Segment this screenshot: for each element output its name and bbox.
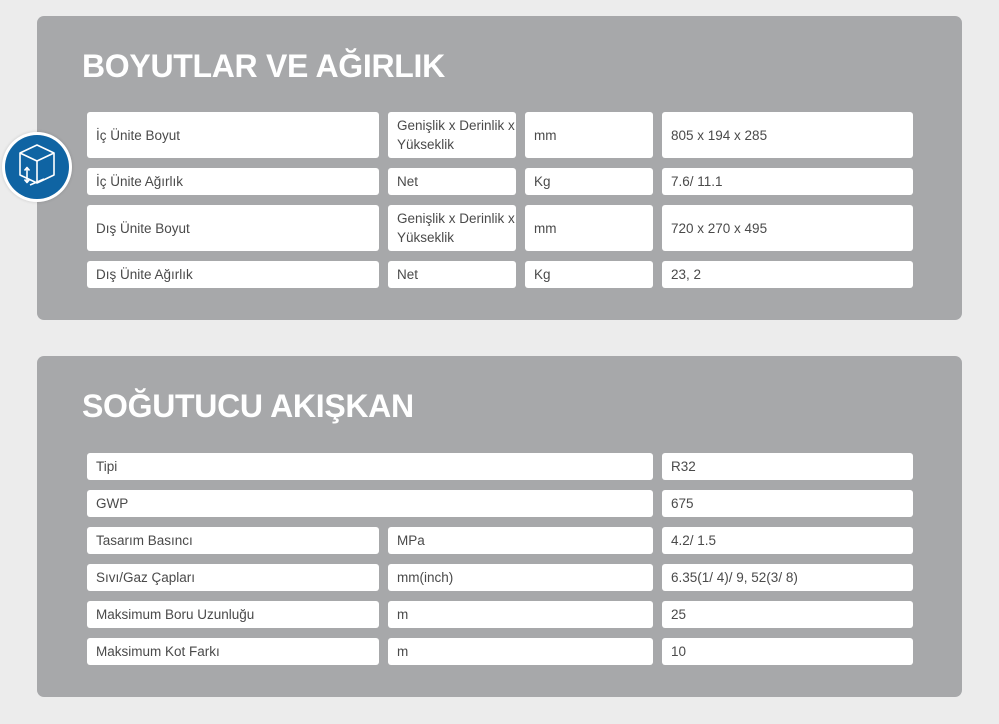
- dimensions-row-unit: mm: [525, 205, 653, 251]
- dimensions-row-spec: Genişlik x Derinlik x Yükseklik: [388, 205, 516, 251]
- refrigerant-row-label: Tasarım Basıncı: [87, 527, 379, 554]
- refrigerant-row-value: 675: [662, 490, 913, 517]
- refrigerant-row-value: 25: [662, 601, 913, 628]
- refrigerant-row-label: Tipi: [87, 453, 653, 480]
- refrigerant-title: SOĞUTUCU AKIŞKAN: [82, 388, 414, 424]
- dimensions-row-spec: Net: [388, 261, 516, 288]
- refrigerant-row-label: GWP: [87, 490, 653, 517]
- dimensions-badge: [2, 132, 72, 202]
- dimensions-row-value: 805 x 194 x 285: [662, 112, 913, 158]
- dimensions-row-label: İç Ünite Ağırlık: [87, 168, 379, 195]
- refrigerant-row-value: 10: [662, 638, 913, 665]
- refrigerant-row-label: Maksimum Kot Farkı: [87, 638, 379, 665]
- refrigerant-row-unit: m: [388, 638, 653, 665]
- cube-dimensions-icon: [5, 135, 69, 199]
- dimensions-row-unit: mm: [525, 112, 653, 158]
- dimensions-row-unit: Kg: [525, 261, 653, 288]
- refrigerant-row-unit: mm(inch): [388, 564, 653, 591]
- dimensions-title: BOYUTLAR VE AĞIRLIK: [82, 48, 445, 84]
- dimensions-row-unit: Kg: [525, 168, 653, 195]
- refrigerant-panel: [37, 356, 962, 697]
- dimensions-panel: [37, 16, 962, 320]
- refrigerant-row-unit: MPa: [388, 527, 653, 554]
- refrigerant-row-value: R32: [662, 453, 913, 480]
- dimensions-row-spec: Genişlik x Derinlik x Yükseklik: [388, 112, 516, 158]
- dimensions-row-label: Dış Ünite Ağırlık: [87, 261, 379, 288]
- refrigerant-row-label: Maksimum Boru Uzunluğu: [87, 601, 379, 628]
- refrigerant-row-label: Sıvı/Gaz Çapları: [87, 564, 379, 591]
- refrigerant-row-value: 6.35(1/ 4)/ 9, 52(3/ 8): [662, 564, 913, 591]
- dimensions-row-value: 720 x 270 x 495: [662, 205, 913, 251]
- refrigerant-row-unit: m: [388, 601, 653, 628]
- dimensions-row-value: 7.6/ 11.1: [662, 168, 913, 195]
- dimensions-row-label: Dış Ünite Boyut: [87, 205, 379, 251]
- dimensions-row-spec: Net: [388, 168, 516, 195]
- dimensions-row-label: İç Ünite Boyut: [87, 112, 379, 158]
- dimensions-row-value: 23, 2: [662, 261, 913, 288]
- refrigerant-row-value: 4.2/ 1.5: [662, 527, 913, 554]
